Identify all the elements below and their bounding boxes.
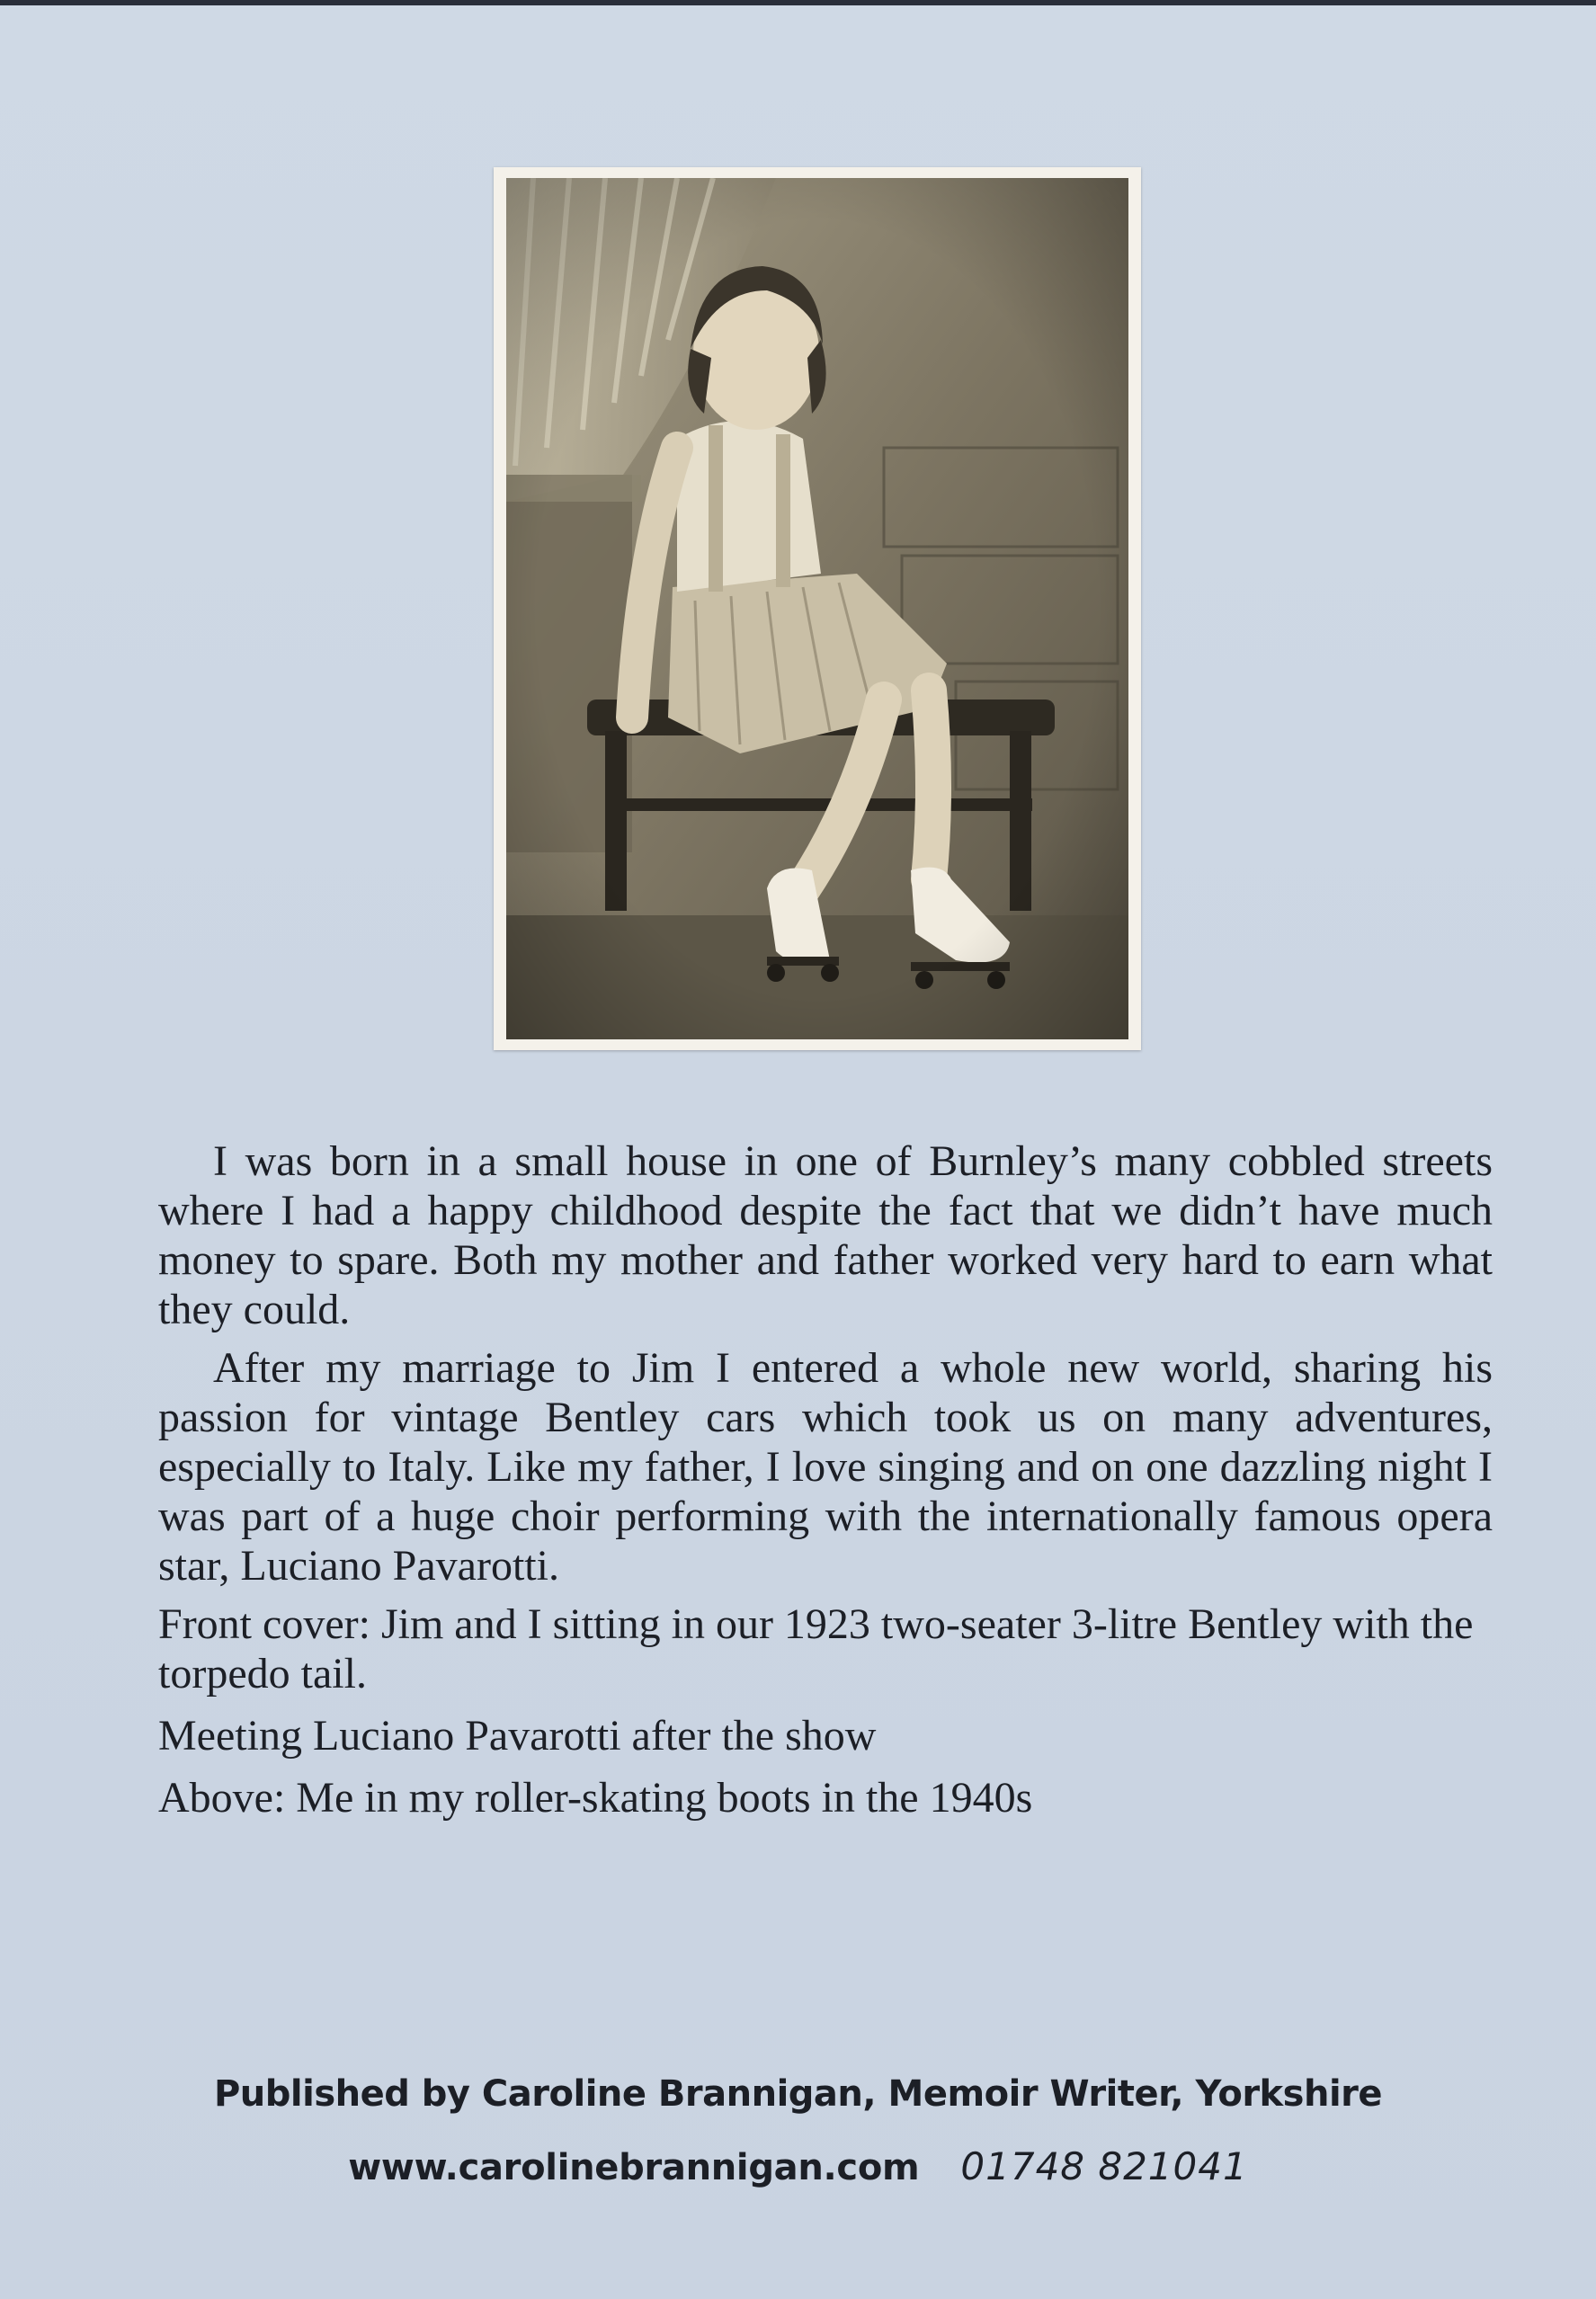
publisher-credit: Published by Caroline Brannigan, Memoir Writer, Yorkshire — [213, 2073, 1383, 2115]
publisher-website: www.carolinebrannigan.com — [348, 2147, 920, 2188]
blurb-paragraph-2: After my marriage to Jim I entered a whole new world, sharing his passion for vintage Bentley cars which took us on many adventures, especially to Italy. Like my father, I love singing and on one dazzling night I was part of a huge choir performing with the internationally famous opera star, Luciano Pavarotti. — [158, 1344, 1493, 1590]
blurb-paragraph-1: I was born in a small house in one of Burnley’s many cobbled streets where I had a happy childhood despite the fact that we didn’t have much money to spare. Both my mother and father worked very hard to earn what they could. — [158, 1137, 1493, 1333]
publisher-contact — [0, 2144, 1596, 2188]
caption-front-cover: Front cover: Jim and I sitting in our 1923 two-seater 3-litre Bentley with the torpedo tail. — [158, 1600, 1474, 1698]
sepia-photo-girl-roller-skates — [506, 178, 1128, 1039]
photo-frame — [494, 167, 1141, 1050]
top-edge-divider — [0, 0, 1596, 5]
memoir-blurb — [158, 1136, 1493, 1835]
caption-above-photo: Above: Me in my roller-skating boots in the 1940s — [158, 1774, 1033, 1822]
publisher-phone: 01748 821041 — [960, 2144, 1248, 2188]
caption-meeting-pavarotti: Meeting Luciano Pavarotti after the show — [158, 1712, 877, 1760]
photo-illustration — [506, 178, 1128, 1039]
